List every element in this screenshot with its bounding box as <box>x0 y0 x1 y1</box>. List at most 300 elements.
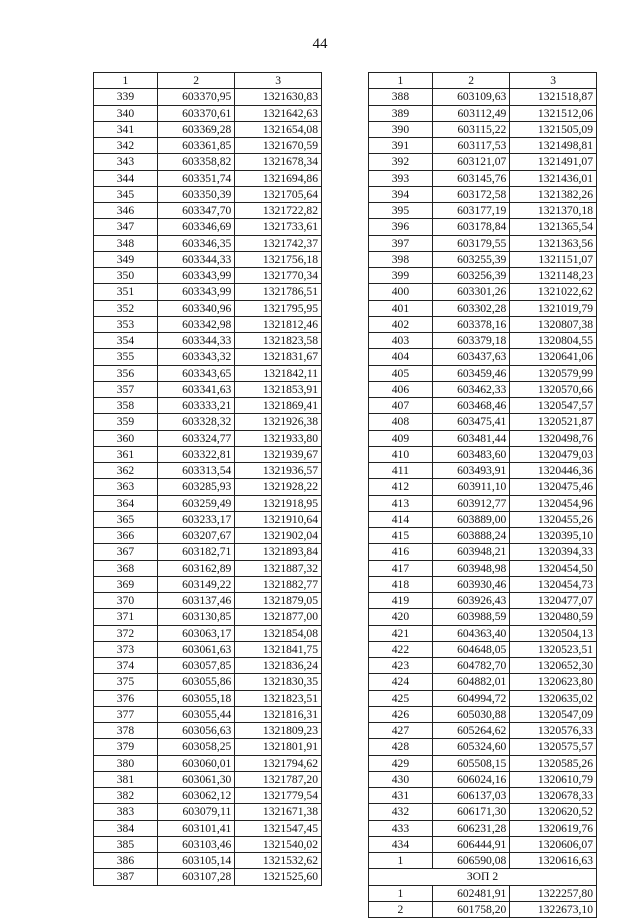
coordinate-y: 1321887,32 <box>235 560 322 576</box>
coordinate-y: 1320570,66 <box>510 381 597 397</box>
coordinate-y: 1320635,02 <box>510 690 597 706</box>
coordinate-y: 1321794,62 <box>235 755 322 771</box>
table-row <box>94 138 322 154</box>
coordinate-x: 603343,32 <box>157 349 235 365</box>
point-number: 360 <box>94 430 158 446</box>
table-row <box>94 235 322 251</box>
point-number: 345 <box>94 186 158 202</box>
table-row <box>369 316 597 332</box>
coordinate-y: 1321671,38 <box>235 804 322 820</box>
table-row <box>369 544 597 560</box>
coordinate-y: 1321809,23 <box>235 723 322 739</box>
coordinate-x: 603117,53 <box>432 138 510 154</box>
table-row <box>94 105 322 121</box>
point-number: 404 <box>369 349 433 365</box>
point-number: 347 <box>94 219 158 235</box>
table-row <box>94 820 322 836</box>
table-row <box>94 804 322 820</box>
coordinate-x: 603233,17 <box>157 511 235 527</box>
table-row <box>94 869 322 885</box>
coordinate-x: 603350,39 <box>157 186 235 202</box>
coordinate-x: 606137,03 <box>432 788 510 804</box>
table-row <box>369 576 597 592</box>
coordinate-y: 1320616,63 <box>510 853 597 869</box>
coordinate-x: 603149,22 <box>157 576 235 592</box>
coordinate-x: 603988,59 <box>432 609 510 625</box>
table-row <box>369 268 597 284</box>
coordinate-x: 603459,46 <box>432 365 510 381</box>
point-number: 383 <box>94 804 158 820</box>
coordinate-y: 1321795,95 <box>235 300 322 316</box>
coordinate-x: 603351,74 <box>157 170 235 186</box>
table-row <box>369 300 597 316</box>
coordinate-x: 603055,18 <box>157 690 235 706</box>
coordinate-y: 1321786,51 <box>235 284 322 300</box>
point-number: 415 <box>369 528 433 544</box>
table-row <box>94 333 322 349</box>
table-row <box>94 495 322 511</box>
table-row <box>94 268 322 284</box>
coordinate-x: 603061,63 <box>157 641 235 657</box>
coordinate-x: 603333,21 <box>157 398 235 414</box>
coordinate-y: 1321670,59 <box>235 138 322 154</box>
coordinate-x: 606590,08 <box>432 853 510 869</box>
point-number: 373 <box>94 641 158 657</box>
coordinate-x: 604363,40 <box>432 625 510 641</box>
coordinate-y: 1320394,33 <box>510 544 597 560</box>
coordinate-x: 603301,26 <box>432 284 510 300</box>
coordinate-x: 603255,39 <box>432 251 510 267</box>
table-row <box>369 739 597 755</box>
point-number: 381 <box>94 771 158 787</box>
coordinate-x: 603358,82 <box>157 154 235 170</box>
point-number: 411 <box>369 463 433 479</box>
point-number: 414 <box>369 511 433 527</box>
point-number: 349 <box>94 251 158 267</box>
table-row <box>94 836 322 852</box>
coordinate-y: 1321933,80 <box>235 430 322 446</box>
coordinate-x: 603346,35 <box>157 235 235 251</box>
table-row <box>369 333 597 349</box>
point-number: 394 <box>369 186 433 202</box>
coordinate-x: 603062,12 <box>157 788 235 804</box>
point-number: 380 <box>94 755 158 771</box>
coordinate-y: 1322257,80 <box>510 885 597 901</box>
coordinate-x: 606171,30 <box>432 804 510 820</box>
coordinate-y: 1321148,23 <box>510 268 597 284</box>
coordinate-x: 603103,46 <box>157 836 235 852</box>
coordinate-y: 1321831,67 <box>235 349 322 365</box>
table-row <box>94 560 322 576</box>
coordinate-y: 1321879,05 <box>235 593 322 609</box>
coordinate-y: 1321742,37 <box>235 235 322 251</box>
coordinate-x: 603328,32 <box>157 414 235 430</box>
table-row <box>94 154 322 170</box>
point-number: 365 <box>94 511 158 527</box>
coordinate-y: 1321518,87 <box>510 89 597 105</box>
coordinate-y: 1321370,18 <box>510 203 597 219</box>
coordinate-y: 1321547,45 <box>235 820 322 836</box>
coordinate-x: 603061,30 <box>157 771 235 787</box>
table-row <box>94 658 322 674</box>
coordinate-x: 603063,17 <box>157 625 235 641</box>
table-row <box>94 528 322 544</box>
coordinate-y: 1321525,60 <box>235 869 322 885</box>
column-header-y: 3 <box>510 73 597 89</box>
coordinate-y: 1321642,63 <box>235 105 322 121</box>
coordinate-x: 603481,44 <box>432 430 510 446</box>
coordinate-x: 603342,98 <box>157 316 235 332</box>
point-number: 1 <box>369 853 433 869</box>
point-number: 339 <box>94 89 158 105</box>
coordinate-y: 1321678,34 <box>235 154 322 170</box>
point-number: 400 <box>369 284 433 300</box>
section-header-row <box>369 869 597 885</box>
coordinate-y: 1320610,79 <box>510 771 597 787</box>
table-row <box>369 235 597 251</box>
coordinate-x: 605030,88 <box>432 706 510 722</box>
point-number: 348 <box>94 235 158 251</box>
coordinate-y: 1320575,57 <box>510 739 597 755</box>
point-number: 397 <box>369 235 433 251</box>
point-number: 417 <box>369 560 433 576</box>
point-number: 356 <box>94 365 158 381</box>
coordinate-y: 1320641,06 <box>510 349 597 365</box>
section-label: ЗОП 2 <box>369 869 597 885</box>
point-number: 358 <box>94 398 158 414</box>
coordinate-x: 603888,24 <box>432 528 510 544</box>
coordinate-x: 602481,91 <box>432 885 510 901</box>
table-row <box>94 219 322 235</box>
point-number: 1 <box>369 885 433 901</box>
table-row <box>369 251 597 267</box>
table-row <box>94 381 322 397</box>
coordinate-y: 1321918,95 <box>235 495 322 511</box>
coordinate-x: 604994,72 <box>432 690 510 706</box>
coordinate-y: 1321910,64 <box>235 511 322 527</box>
coordinate-x: 606444,91 <box>432 836 510 852</box>
coordinate-y: 1320446,36 <box>510 463 597 479</box>
point-number: 343 <box>94 154 158 170</box>
coordinate-y: 1320454,73 <box>510 576 597 592</box>
point-number: 393 <box>369 170 433 186</box>
coordinate-x: 603370,95 <box>157 89 235 105</box>
point-number: 375 <box>94 674 158 690</box>
table-row <box>94 446 322 462</box>
coordinate-y: 1321382,26 <box>510 186 597 202</box>
coordinate-x: 603912,77 <box>432 495 510 511</box>
coordinate-y: 1321022,62 <box>510 284 597 300</box>
point-number: 353 <box>94 316 158 332</box>
table-row <box>369 154 597 170</box>
coordinate-y: 1320585,26 <box>510 755 597 771</box>
coordinate-x: 603112,49 <box>432 105 510 121</box>
point-number: 372 <box>94 625 158 641</box>
table-row <box>369 593 597 609</box>
point-number: 420 <box>369 609 433 625</box>
table-row <box>369 641 597 657</box>
coordinate-x: 603121,07 <box>432 154 510 170</box>
table-row <box>369 706 597 722</box>
coordinate-y: 1321654,08 <box>235 121 322 137</box>
point-number: 366 <box>94 528 158 544</box>
point-number: 378 <box>94 723 158 739</box>
coordinate-x: 606231,28 <box>432 820 510 836</box>
table-row <box>94 349 322 365</box>
coordinate-y: 1321722,82 <box>235 203 322 219</box>
table-row <box>369 138 597 154</box>
point-number: 359 <box>94 414 158 430</box>
table-row <box>369 121 597 137</box>
table-row <box>94 625 322 641</box>
coordinate-x: 603313,54 <box>157 463 235 479</box>
table-row <box>369 446 597 462</box>
coordinate-x: 603475,41 <box>432 414 510 430</box>
table-row <box>369 690 597 706</box>
coordinate-y: 1321733,61 <box>235 219 322 235</box>
point-number: 385 <box>94 836 158 852</box>
coordinate-y: 1321854,08 <box>235 625 322 641</box>
table-row <box>369 170 597 186</box>
coordinate-y: 1320547,09 <box>510 706 597 722</box>
point-number: 401 <box>369 300 433 316</box>
coordinate-y: 1321830,35 <box>235 674 322 690</box>
table-row <box>94 121 322 137</box>
coordinate-y: 1321936,57 <box>235 463 322 479</box>
table-row <box>94 511 322 527</box>
coordinate-y: 1321756,18 <box>235 251 322 267</box>
table-row <box>369 723 597 739</box>
table-row <box>94 316 322 332</box>
point-number: 428 <box>369 739 433 755</box>
point-number: 386 <box>94 853 158 869</box>
table-row <box>369 463 597 479</box>
coordinate-y: 1320395,10 <box>510 528 597 544</box>
coordinate-y: 1321787,20 <box>235 771 322 787</box>
point-number: 369 <box>94 576 158 592</box>
coordinate-y: 1321841,75 <box>235 641 322 657</box>
table-row <box>94 755 322 771</box>
coordinate-x: 603889,00 <box>432 511 510 527</box>
coordinate-y: 1320454,96 <box>510 495 597 511</box>
coordinate-y: 1320521,87 <box>510 414 597 430</box>
point-number: 390 <box>369 121 433 137</box>
table-row <box>369 836 597 852</box>
coordinate-x: 603911,10 <box>432 479 510 495</box>
point-number: 416 <box>369 544 433 560</box>
coordinate-y: 1321842,11 <box>235 365 322 381</box>
coordinate-x: 603056,63 <box>157 723 235 739</box>
coordinate-y: 1321540,02 <box>235 836 322 852</box>
point-number: 361 <box>94 446 158 462</box>
column-header-y: 3 <box>235 73 322 89</box>
coordinate-y: 1321498,81 <box>510 138 597 154</box>
table-row <box>369 495 597 511</box>
coordinate-y: 1321939,67 <box>235 446 322 462</box>
point-number: 374 <box>94 658 158 674</box>
coordinate-x: 603285,93 <box>157 479 235 495</box>
coordinate-y: 1321812,46 <box>235 316 322 332</box>
coordinate-y: 1321512,06 <box>510 105 597 121</box>
coordinate-y: 1321779,54 <box>235 788 322 804</box>
table-row <box>369 511 597 527</box>
coordinate-x: 603207,67 <box>157 528 235 544</box>
point-number: 391 <box>369 138 433 154</box>
table-row <box>94 186 322 202</box>
point-number: 388 <box>369 89 433 105</box>
table-row <box>94 690 322 706</box>
table-row <box>94 771 322 787</box>
coordinate-y: 1321505,09 <box>510 121 597 137</box>
point-number: 344 <box>94 170 158 186</box>
point-number: 342 <box>94 138 158 154</box>
point-number: 379 <box>94 739 158 755</box>
table-row <box>369 674 597 690</box>
coordinate-y: 1321882,77 <box>235 576 322 592</box>
coordinate-y: 1322673,10 <box>510 901 597 917</box>
table-row <box>94 203 322 219</box>
coordinate-x: 605264,62 <box>432 723 510 739</box>
coordinate-y: 1320455,26 <box>510 511 597 527</box>
coordinate-x: 603340,96 <box>157 300 235 316</box>
table-row <box>369 479 597 495</box>
coordinate-y: 1321853,91 <box>235 381 322 397</box>
point-number: 406 <box>369 381 433 397</box>
point-number: 429 <box>369 755 433 771</box>
point-number: 355 <box>94 349 158 365</box>
coordinate-y: 1321019,79 <box>510 300 597 316</box>
coordinate-y: 1321928,22 <box>235 479 322 495</box>
coordinates-table-right <box>368 72 597 918</box>
coordinate-y: 1320576,33 <box>510 723 597 739</box>
coordinate-x: 605508,15 <box>432 755 510 771</box>
table-row <box>94 853 322 869</box>
coordinate-y: 1320475,46 <box>510 479 597 495</box>
coordinate-y: 1321365,54 <box>510 219 597 235</box>
coordinate-x: 603182,71 <box>157 544 235 560</box>
table-row <box>369 381 597 397</box>
coordinate-y: 1321801,91 <box>235 739 322 755</box>
table-row <box>369 560 597 576</box>
coordinate-y: 1321694,86 <box>235 170 322 186</box>
coordinate-x: 603369,28 <box>157 121 235 137</box>
point-number: 413 <box>369 495 433 511</box>
coordinate-y: 1320606,07 <box>510 836 597 852</box>
point-number: 419 <box>369 593 433 609</box>
coordinate-x: 603256,39 <box>432 268 510 284</box>
table-row <box>369 820 597 836</box>
point-number: 425 <box>369 690 433 706</box>
coordinate-x: 604648,05 <box>432 641 510 657</box>
point-number: 377 <box>94 706 158 722</box>
table-row <box>369 203 597 219</box>
coordinate-x: 603483,60 <box>432 446 510 462</box>
point-number: 395 <box>369 203 433 219</box>
point-number: 392 <box>369 154 433 170</box>
point-number: 371 <box>94 609 158 625</box>
table-row <box>94 300 322 316</box>
coordinate-y: 1321823,51 <box>235 690 322 706</box>
coordinate-y: 1320504,13 <box>510 625 597 641</box>
coordinate-x: 603343,65 <box>157 365 235 381</box>
coordinate-y: 1321869,41 <box>235 398 322 414</box>
coordinate-y: 1321770,34 <box>235 268 322 284</box>
point-number: 340 <box>94 105 158 121</box>
coordinate-x: 603137,46 <box>157 593 235 609</box>
coordinate-x: 603302,28 <box>432 300 510 316</box>
coordinate-x: 603468,46 <box>432 398 510 414</box>
coordinate-y: 1320523,51 <box>510 641 597 657</box>
point-number: 421 <box>369 625 433 641</box>
coordinate-x: 603370,61 <box>157 105 235 121</box>
point-number: 364 <box>94 495 158 511</box>
point-number: 427 <box>369 723 433 739</box>
table-row <box>369 430 597 446</box>
coordinate-y: 1320454,50 <box>510 560 597 576</box>
table-row <box>94 251 322 267</box>
page-number: 44 <box>312 36 328 52</box>
coordinate-y: 1321436,01 <box>510 170 597 186</box>
coordinate-y: 1321836,24 <box>235 658 322 674</box>
table-header-row <box>94 73 322 89</box>
coordinate-y: 1320498,76 <box>510 430 597 446</box>
coordinate-y: 1320547,57 <box>510 398 597 414</box>
coordinate-y: 1320623,80 <box>510 674 597 690</box>
point-number: 346 <box>94 203 158 219</box>
table-row <box>94 170 322 186</box>
table-row <box>369 853 597 869</box>
point-number: 405 <box>369 365 433 381</box>
point-number: 398 <box>369 251 433 267</box>
column-header-number: 1 <box>369 73 433 89</box>
table-row <box>94 723 322 739</box>
table-row <box>369 804 597 820</box>
point-number: 418 <box>369 576 433 592</box>
coordinate-x: 603060,01 <box>157 755 235 771</box>
coordinate-y: 1320579,99 <box>510 365 597 381</box>
coordinate-y: 1321363,56 <box>510 235 597 251</box>
coordinate-x: 601758,20 <box>432 901 510 917</box>
point-number: 410 <box>369 446 433 462</box>
table-row <box>369 349 597 365</box>
table-header-row <box>369 73 597 89</box>
coordinate-x: 603101,41 <box>157 820 235 836</box>
coordinate-y: 1320477,07 <box>510 593 597 609</box>
point-number: 426 <box>369 706 433 722</box>
point-number: 433 <box>369 820 433 836</box>
column-header-number: 1 <box>94 73 158 89</box>
table-row <box>94 706 322 722</box>
coordinate-x: 604882,01 <box>432 674 510 690</box>
coordinate-x: 603343,99 <box>157 284 235 300</box>
table-row <box>94 365 322 381</box>
point-number: 399 <box>369 268 433 284</box>
point-number: 350 <box>94 268 158 284</box>
coordinate-x: 603177,19 <box>432 203 510 219</box>
table-row <box>369 89 597 105</box>
point-number: 408 <box>369 414 433 430</box>
table-row <box>94 284 322 300</box>
coordinate-x: 603162,89 <box>157 560 235 576</box>
table-row <box>94 641 322 657</box>
point-number: 341 <box>94 121 158 137</box>
coordinate-x: 603058,25 <box>157 739 235 755</box>
coordinate-y: 1320619,76 <box>510 820 597 836</box>
point-number: 351 <box>94 284 158 300</box>
table-row <box>369 625 597 641</box>
coordinate-x: 603115,22 <box>432 121 510 137</box>
point-number: 409 <box>369 430 433 446</box>
